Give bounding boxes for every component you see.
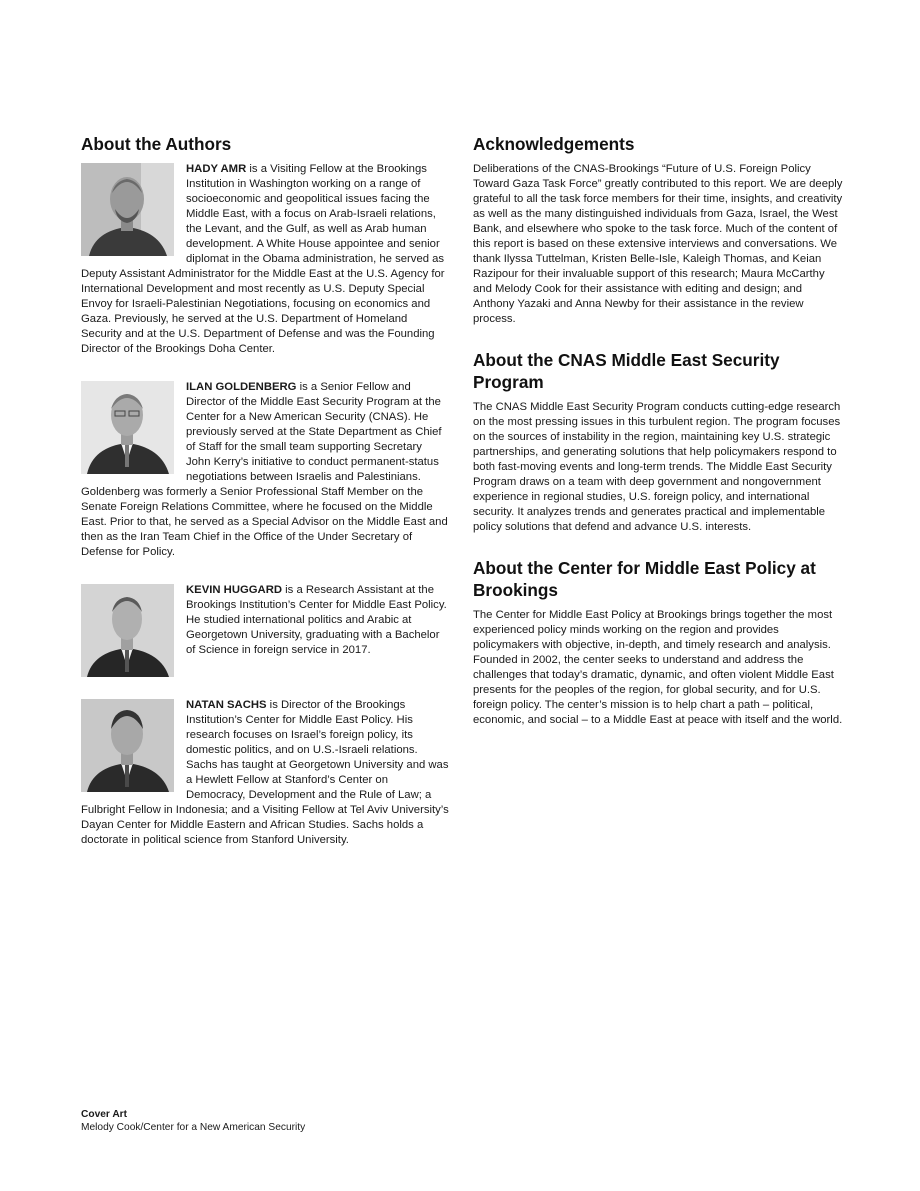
author-bio-text: is Director of the Brookings Institution’s Center for Middle East Policy. His research focuses on Israel’s foreign policy, its domestic politics, and on U.S.-Israeli relations. Sachs has taught at Georgetown University and was a Hewlett Fellow at Stanford’s Center on Democracy, Development and the Rule of Law; a Fulbright Fellow in Indonesia; and a Visiting Fellow at Tel Aviv University’s Dayan Center for Middle Eastern and African Studies. Sachs holds a doctorate in political science from Stanford University. [81, 699, 449, 846]
author-bio-text: is a Senior Fellow and Director of the Middle East Security Program at the Center for a New American Security (CNAS). He previously served at the State Department as Chief of Staff for the small team supporting Secretary John Kerry’s initiative to conduct permanent-status negotiations between Israelis and Palestinians. Goldenberg was formerly a Senior Professional Staff Member on the Senate Foreign Relations Committee, where he focused on the Middle East. Prior to that, he served as a Special Advisor on the Middle East and then as the Iran Team Chief in the Office of the Under Secretary of Defense for Policy. [81, 381, 448, 558]
brookings-center-heading: About the Center for Middle East Policy at Brookings [473, 558, 816, 600]
info-column [473, 133, 843, 750]
authors-heading: About the Authors [81, 134, 232, 154]
author-kevin-huggard [81, 583, 449, 679]
author-name: ILAN GOLDENBERG [186, 381, 297, 393]
brookings-center-body: The Center for Middle East Policy at Brookings brings together the most experienced policy minds working on the region and provides policymakers with objective, in-depth, and timely research and analysis. Founded in 2002, the center seeks to understand and address the challenges that today’s dramatic, dynamic, and often violent Middle East presents for the peoples of the region, for global security, and for U.S. foreign policy. The center’s mission is to help chart a path – political, economic, and social – to a Middle East at peace with itself and the world. [473, 609, 843, 726]
authors-column [81, 133, 449, 867]
acknowledgements-heading: Acknowledgements [473, 134, 635, 154]
author-name: HADY AMR [186, 163, 247, 175]
author-name: KEVIN HUGGARD [186, 584, 283, 596]
author-photo-kevin-huggard [81, 584, 174, 677]
cover-art-credit-text: Melody Cook/Center for a New American Security [81, 1122, 306, 1133]
cnas-program-heading: About the CNAS Middle East Security Program [473, 350, 780, 392]
author-name: NATAN SACHS [186, 699, 267, 711]
author-photo-natan-sachs [81, 699, 174, 792]
acknowledgements-body: Deliberations of the CNAS-Brookings “Future of U.S. Foreign Policy Toward Gaza Task Force” greatly contributed to this report. We are deeply grateful to all the task force members for their time, insights, and creativity as well as the many distinguished individuals from Gaza, Israel, the West Bank, and elsewhere who spoke to the task force. Much of the content of this report is based on these extensive interviews and conversations. We thank Ilyssa Tuttelman, Kristen Belle-Isle, Kaleigh Thomas, and Keian Razipour for their invaluable support of this research; Maura McCarthy and Melody Cook for their assistance with editing and design; and Anthony Yazaki and Anna Newby for their assistance in the review process. [473, 163, 843, 325]
cnas-program-section [473, 349, 843, 535]
author-bio-text: is a Research Assistant at the Brookings Institution’s Center for Middle East Policy. He studied international politics and Arabic at Georgetown University, graduating with a Bachelor of Science in foreign service in 2017. [186, 584, 447, 656]
cover-art-title: Cover Art [81, 1109, 128, 1120]
author-photo-ilan-goldenberg [81, 381, 174, 474]
brookings-center-section [473, 557, 843, 728]
author-ilan-goldenberg [81, 380, 449, 560]
cover-art-credit [81, 1108, 305, 1134]
acknowledgements-section [473, 133, 843, 327]
author-natan-sachs [81, 698, 449, 848]
cnas-program-body: The CNAS Middle East Security Program conducts cutting-edge research on the most pressing issues in this turbulent region. The program focuses on the sources of instability in the region, maintaining key U.S. strategic partnerships, and generating solutions that help policymakers respond to both fast-moving events and long-term trends. The Middle East Security Program draws on a team with deep government and nongovernment experience in regional studies, U.S. foreign policy, and international security. It analyzes trends and generates practical and implementable policy solutions that defend and advance U.S. interests. [473, 401, 841, 533]
author-hady-amr [81, 162, 449, 357]
author-bio-text: is a Visiting Fellow at the Brookings Institution in Washington working on a range of socioeconomic and geopolitical issues facing the Middle East, with a focus on Arab-Israeli relations, the Levant, and the Gulf, as well as Arab human development. A White House appointee and senior diplomat in the Obama administration, he served as Deputy Assistant Administrator for the Middle East at the U.S. Agency for International Development and most recently as U.S. Deputy Special Envoy for Israeli-Palestinian Negotiations, focusing on economics and Gaza. Previously, he served at the U.S. Department of Homeland Security and at the U.S. Department of Defense and was the Founding Director of the Brookings Doha Center. [81, 163, 445, 355]
author-photo-hady-amr [81, 163, 174, 256]
